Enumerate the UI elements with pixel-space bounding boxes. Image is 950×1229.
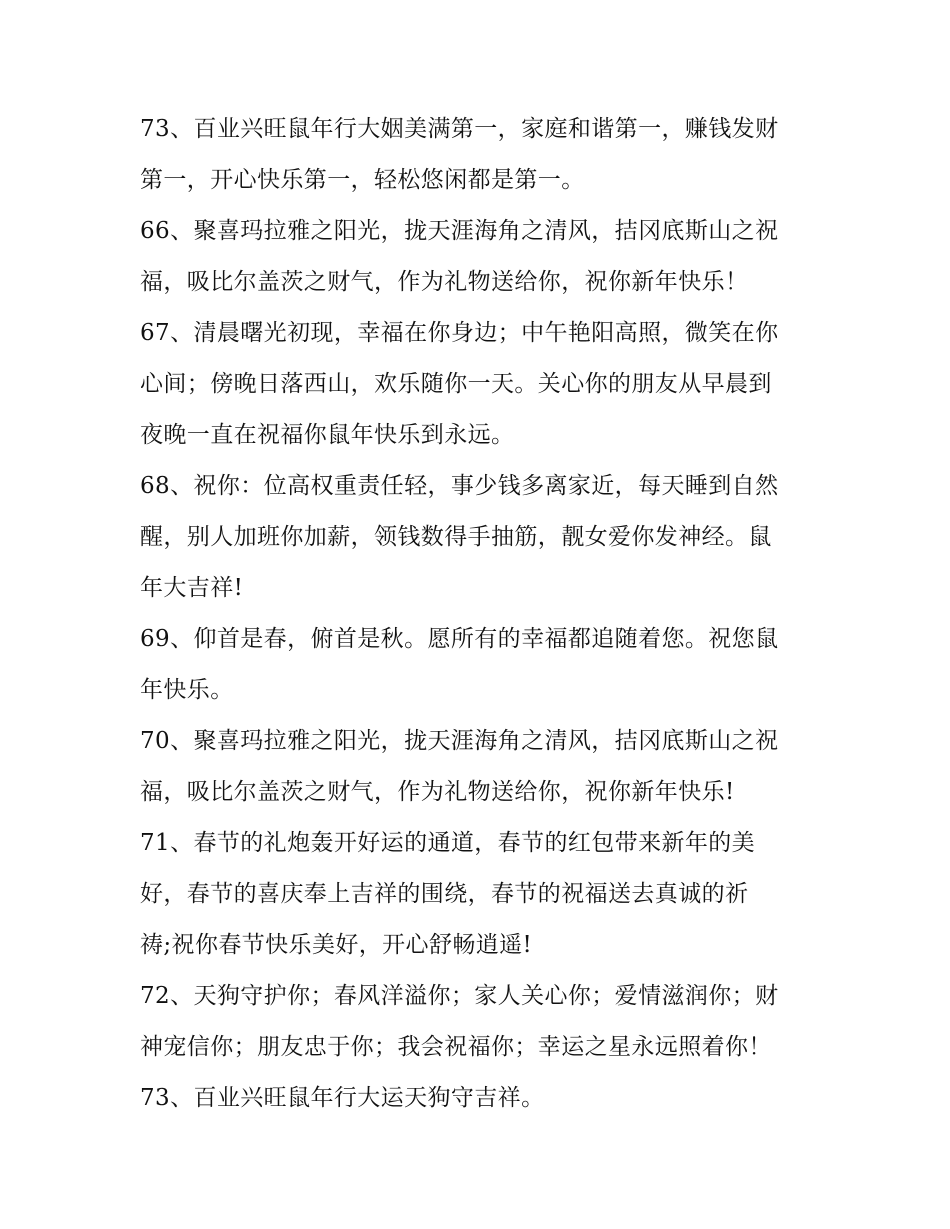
text-line: 68、祝你：位高权重责任轻，事少钱多离家近，每天睡到自然 (140, 473, 779, 499)
text-line: 好，春节的喜庆奉上吉祥的围绕，春节的祝福送去真诚的祈 (140, 881, 749, 907)
paragraph-67 (140, 308, 820, 461)
text-line: 夜晚一直在祝福你鼠年快乐到永远。 (140, 422, 515, 448)
paragraph-73-last (140, 1073, 820, 1124)
text-line: 73、百业兴旺鼠年行大运天狗守吉祥。 (140, 1085, 545, 1111)
text-line: 福，吸比尔盖茨之财气，作为礼物送给你，祝你新年快乐! (140, 779, 735, 805)
text-line: 71、春节的礼炮轰开好运的通道，春节的红包带来新年的美 (140, 830, 756, 856)
text-line: 72、天狗守护你；春风洋溢你；家人关心你；爱情滋润你；财 (140, 983, 779, 1009)
paragraph-72 (140, 971, 820, 1073)
document-body (140, 104, 820, 1124)
paragraph-70 (140, 716, 820, 818)
paragraph-68 (140, 461, 820, 614)
text-line: 73、百业兴旺鼠年行大姻美满第一，家庭和谐第一，赚钱发财 (140, 116, 779, 142)
text-line: 第一，开心快乐第一，轻松悠闲都是第一。 (140, 167, 585, 193)
text-line: 70、聚喜玛拉雅之阳光，拢天涯海角之清风，拮冈底斯山之祝 (140, 728, 779, 754)
text-line: 神宠信你；朋友忠于你；我会祝福你；幸运之星永远照着你！ (140, 1034, 772, 1060)
text-line: 年快乐。 (140, 677, 234, 703)
text-line: 69、仰首是春，俯首是秋。愿所有的幸福都追随着您。祝您鼠 (140, 626, 779, 652)
text-line: 年大吉祥! (140, 575, 244, 601)
paragraph-73-first (140, 104, 820, 206)
paragraph-71 (140, 818, 820, 971)
text-line: 福，吸比尔盖茨之财气，作为礼物送给你，祝你新年快乐！ (140, 269, 749, 295)
text-line: 心间；傍晚日落西山，欢乐随你一天。关心你的朋友从早晨到 (140, 371, 772, 397)
text-line: 67、清晨曙光初现，幸福在你身边；中午艳阳高照，微笑在你 (140, 320, 779, 346)
text-line: 66、聚喜玛拉雅之阳光，拢天涯海角之清风，拮冈底斯山之祝 (140, 218, 779, 244)
text-line: 醒，别人加班你加薪，领钱数得手抽筋，靓女爱你发神经。鼠 (140, 524, 772, 550)
text-line: 祷;祝你春节快乐美好，开心舒畅逍遥! (140, 932, 533, 958)
paragraph-69 (140, 614, 820, 716)
paragraph-66 (140, 206, 820, 308)
